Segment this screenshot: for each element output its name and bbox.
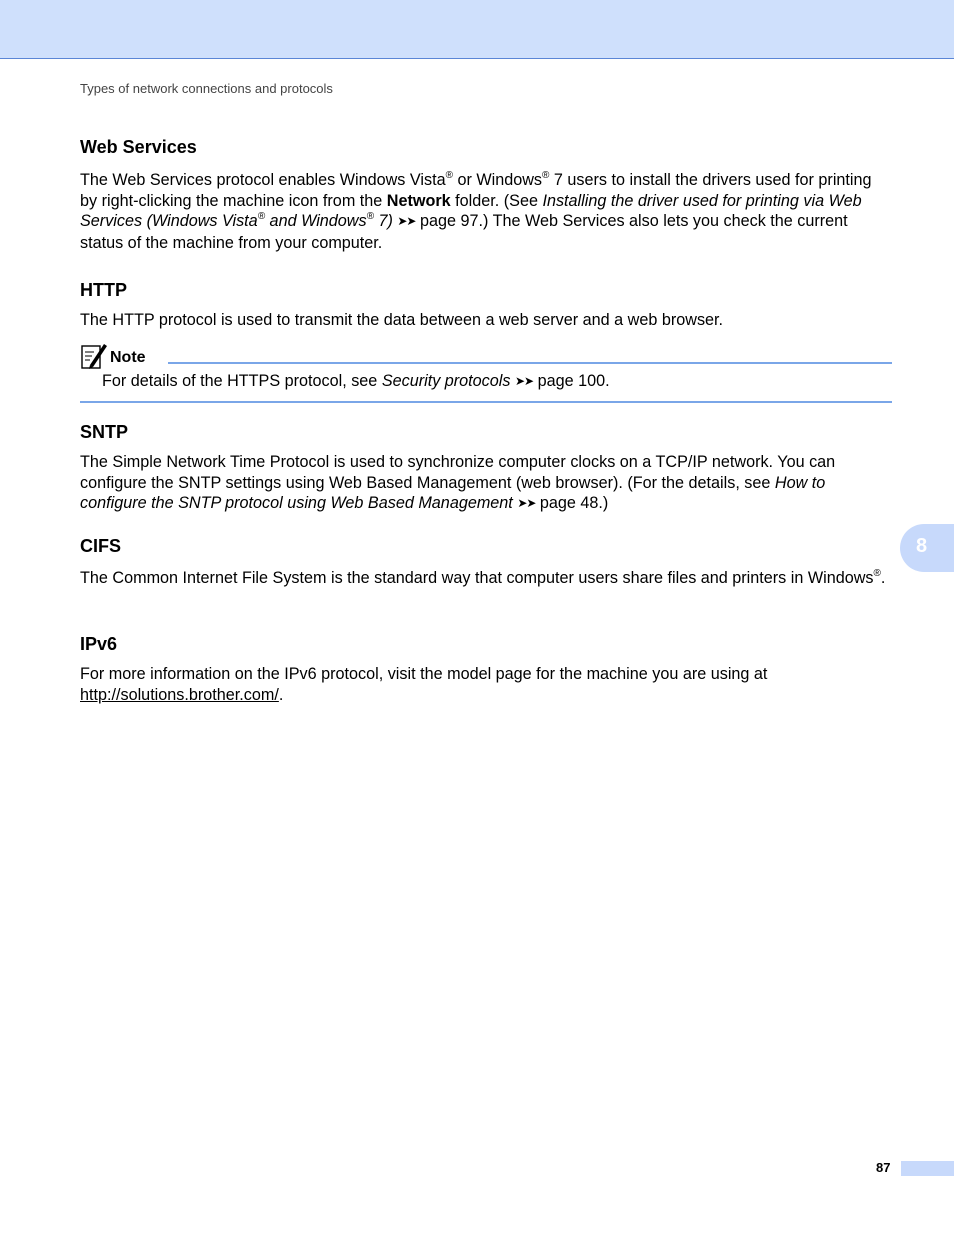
cifs-paragraph: The Common Internet File System is the standard way that computer users share files and printers in Windows®. <box>80 567 886 587</box>
network-folder-name: Network <box>386 191 451 210</box>
section-title-cifs: CIFS <box>80 536 122 556</box>
note-text: For details of the HTTPS protocol, see Security protocols ➤➤ page 100. <box>102 372 610 390</box>
http-paragraph: The HTTP protocol is used to transmit the data between a web server and a web browser. <box>80 311 724 329</box>
page-reference-arrows: ➤➤ <box>397 214 416 228</box>
chapter-number: 8 <box>916 535 928 557</box>
solutions-link[interactable]: http://solutions.brother.com/ <box>80 685 279 704</box>
header-band <box>0 0 954 59</box>
note-divider-bottom <box>80 401 892 403</box>
footer-bar <box>901 1161 954 1176</box>
note-cross-reference[interactable]: Security protocols <box>381 372 511 390</box>
section-title-ipv6: IPv6 <box>80 634 118 654</box>
ipv6-paragraph: For more information on the IPv6 protocol, visit the model page for the machine you are using at http://solutions.brother.com/. <box>80 665 768 704</box>
page-number: 87 <box>876 1160 891 1175</box>
web-services-paragraph: The Web Services protocol enables Windows Vista® or Windows® 7 users to install the drivers used for printing by right-clicking the machine icon from the Network folder. (See Installing the driver used for printing via Web Services (Windows Vista® and Windows® 7) ➤➤ page 97.) The Web Services also lets you check the current status of the machine from your computer. <box>80 169 872 252</box>
note-label: Note <box>110 349 146 366</box>
section-title-http: HTTP <box>80 280 127 300</box>
cross-reference[interactable]: Installing the driver used for printing via Web Services (Windows Vista® and Windows® 7) <box>80 191 862 230</box>
sntp-cross-reference[interactable]: How to configure the SNTP protocol using Web Based Management <box>80 473 826 512</box>
section-title-sntp: SNTP <box>80 422 129 442</box>
page-reference-arrows: ➤➤ <box>517 496 536 510</box>
note-divider-top <box>168 362 892 364</box>
running-head: Types of network connections and protocols <box>80 81 333 96</box>
note-pencil-icon <box>80 341 108 371</box>
section-title-web-services: Web Services <box>80 137 197 157</box>
page-reference-arrows: ➤➤ <box>514 374 534 388</box>
sntp-paragraph: The Simple Network Time Protocol is used to synchronize computer clocks on a TCP/IP network. You can configure the SNTP settings using Web Based Management (web browser). (For the details, see How to configure the SNTP protocol using Web Based Management ➤➤ page 48.) <box>80 453 836 512</box>
